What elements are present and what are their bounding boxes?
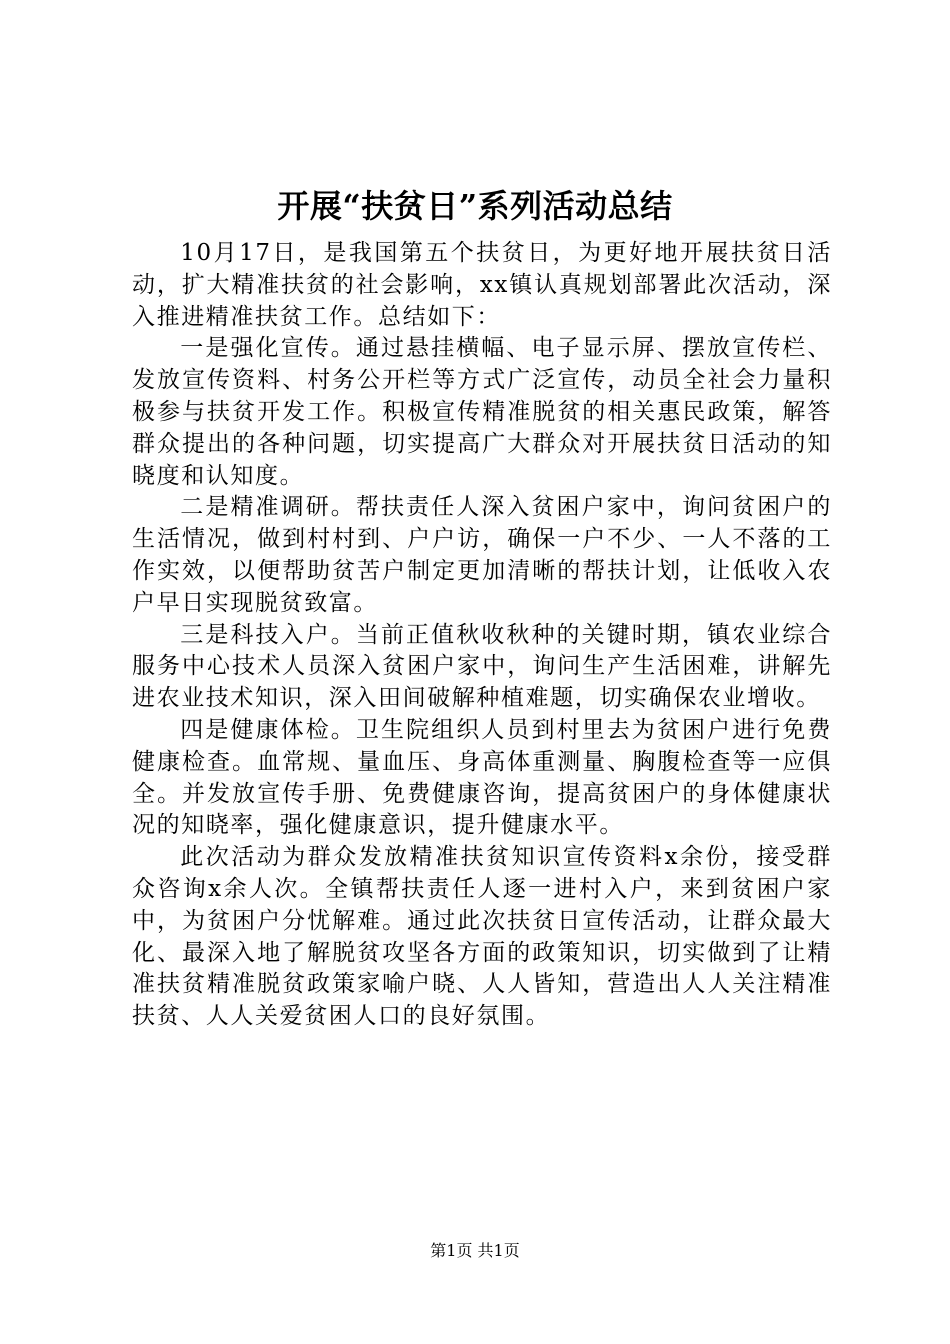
paragraph-technology: 三是科技入户。当前正值秋收秋种的关键时期，镇农业综合服务中心技术人员深入贫困户家中，询问生产生活困难，讲解先进农业技术知识，深入田间破解种植难题，切实确保农业增收。 bbox=[132, 621, 832, 712]
page-footer: 第1页 共1页 bbox=[430, 1241, 520, 1260]
paragraph-intro: 10月17日，是我国第五个扶贫日，为更好地开展扶贫日活动，扩大精准扶贫的社会影响，xx镇认真规划部署此次活动，深入推进精准扶贫工作。总结如下： bbox=[132, 240, 832, 330]
document-body bbox=[132, 238, 832, 1033]
paragraph-conclusion: 此次活动为群众发放精准扶贫知识宣传资料x余份，接受群众咨询x余人次。全镇帮扶责任人逐一进村入户，来到贫困户家中，为贫困户分忧解难。通过此次扶贫日宣传活动，让群众最大化、最深入地了解脱贫攻坚各方面的政策知识，切实做到了让精准扶贫精准脱贫政策家喻户晓、人人皆知，营造出人人关注精准扶贫、人人关爱贫困人口的良好氛围。 bbox=[132, 844, 832, 1030]
paragraph-research: 二是精准调研。帮扶责任人深入贫困户家中，询问贫困户的生活情况，做到村村到、户户访，确保一户不少、一人不落的工作实效，以便帮助贫苦户制定更加清晰的帮扶计划，让低收入农户早日实现脱贫致富。 bbox=[132, 494, 832, 616]
document-title: 开展“扶贫日”系列活动总结 bbox=[277, 187, 673, 225]
paragraph-health-check: 四是健康体检。卫生院组织人员到村里去为贫困户进行免费健康检查。血常规、量血压、身高体重测量、胸腹检查等一应俱全。并发放宣传手册、免费健康咨询，提高贫困户的身体健康状况的知晓率，强化健康意识，提升健康水平。 bbox=[132, 716, 832, 839]
paragraph-publicity: 一是强化宣传。通过悬挂横幅、电子显示屏、摆放宣传栏、发放宣传资料、村务公开栏等方式广泛宣传，动员全社会力量积极参与扶贫开发工作。积极宣传精准脱贫的相关惠民政策，解答群众提出的各种问题，切实提高广大群众对开展扶贫日活动的知晓度和认知度。 bbox=[132, 335, 832, 489]
